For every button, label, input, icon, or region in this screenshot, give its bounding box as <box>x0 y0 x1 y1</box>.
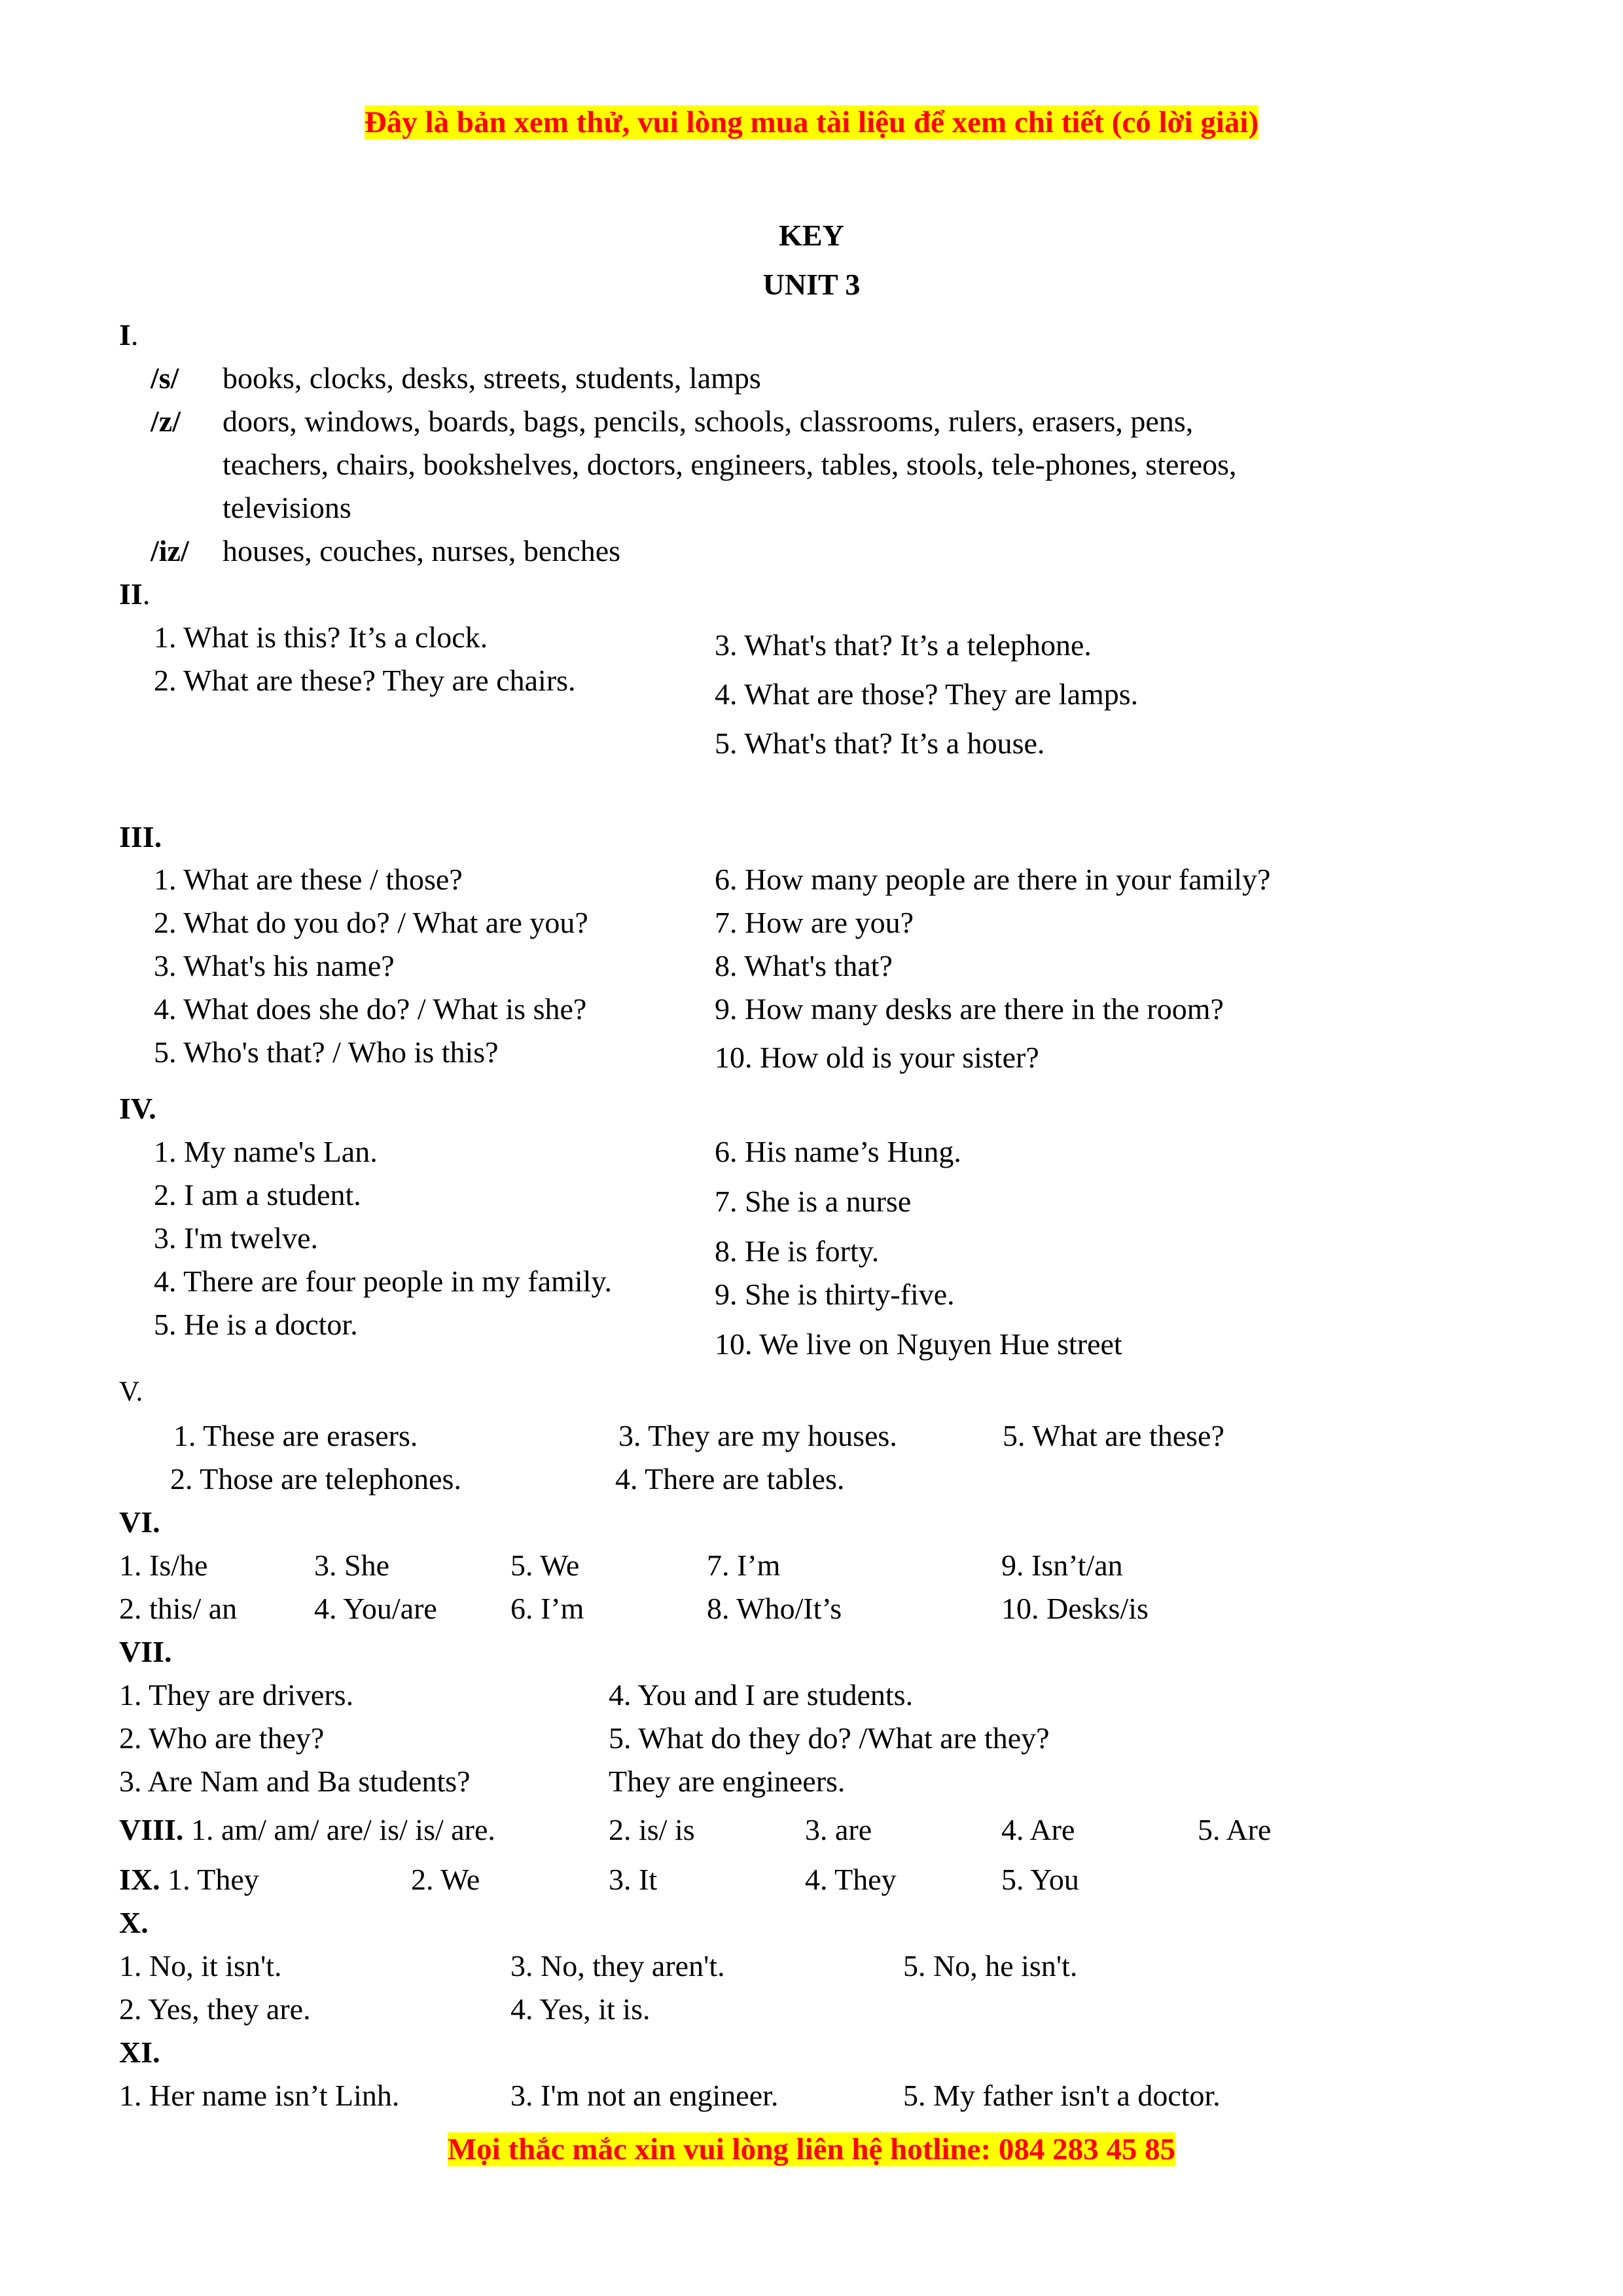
answer-item: 4. What does she do? / What is she? <box>154 992 587 1026</box>
answer-item: 4. Yes, it is. <box>510 1992 651 2026</box>
answer-item: 10. How old is your sister? <box>715 1041 1039 1074</box>
answer-item: 3. What's that? It’s a telephone. <box>715 628 1092 662</box>
section-6-label: VI. <box>119 1505 160 1539</box>
section-11-label: XI. <box>119 2036 160 2069</box>
section-2-heading <box>119 577 150 612</box>
hotline-notice <box>0 2132 1623 2167</box>
answer-item: 3. No, they aren't. <box>510 1949 725 1982</box>
word-list-line: televisions <box>223 491 351 524</box>
preview-notice-text: Đây là bản xem thử, vui lòng mua tài liệu để xem chi tiết (có lời giải) <box>364 105 1259 139</box>
answer-item: 1. What is this? It’s a clock. <box>154 620 488 654</box>
section-2-dot: . <box>142 577 151 611</box>
answer-item: 4. There are four people in my family. <box>154 1265 612 1298</box>
answer-item: 2. What do you do? / What are you? <box>154 906 588 939</box>
section-9-row <box>119 1863 259 1897</box>
answer-item: 3. I'm twelve. <box>154 1221 319 1255</box>
answer-item: 7. She is a nurse <box>715 1185 912 1218</box>
answer-item: 2. We <box>411 1863 480 1896</box>
answer-item: 5. Who's that? / Who is this? <box>154 1035 499 1069</box>
answer-item: 2. this/ an <box>119 1592 238 1625</box>
answer-item: 9. How many desks are there in the room? <box>715 992 1224 1026</box>
answer-item: 7. How are you? <box>715 906 914 939</box>
answer-item: 1. Her name isn’t Linh. <box>119 2079 400 2112</box>
answer-item: 5. No, he isn't. <box>903 1949 1078 1982</box>
key-title: KEY <box>779 219 844 252</box>
hotline-notice-text: Mọi thắc mắc xin vui lòng liên hệ hotline: 084 283 45 85 <box>447 2132 1176 2166</box>
answer-item: 1. am/ am/ are/ is/ is/ are. <box>190 1813 495 1846</box>
section-10-label: X. <box>119 1906 149 1939</box>
answer-item: 4. There are tables. <box>615 1462 845 1496</box>
answer-item: 4. They <box>805 1863 897 1896</box>
word-list-line: houses, couches, nurses, benches <box>223 534 621 567</box>
answer-item: 5. He is a doctor. <box>154 1308 358 1341</box>
answer-item: They are engineers. <box>609 1765 846 1798</box>
word-list-line: doors, windows, boards, bags, pencils, schools, classrooms, rulers, erasers, pens, <box>223 404 1194 438</box>
section-1-label: I <box>119 318 131 351</box>
section-9-label: IX. <box>119 1863 160 1896</box>
answer-item: 3. She <box>314 1549 389 1582</box>
word-list-line: books, clocks, desks, streets, students, lamps <box>223 361 761 395</box>
sound-label: /iz/ <box>151 534 189 567</box>
answer-item: 3. Are Nam and Ba students? <box>119 1765 471 1798</box>
unit-title: UNIT 3 <box>762 268 861 301</box>
answer-item: 2. Yes, they are. <box>119 1992 311 2026</box>
section-5-label: V. <box>119 1376 143 1407</box>
answer-item: 5. What are these? <box>1003 1419 1224 1452</box>
section-4-label: IV. <box>119 1092 156 1125</box>
answer-item: 10. We live on Nguyen Hue street <box>715 1327 1122 1361</box>
answer-item: 5. My father isn't a doctor. <box>903 2079 1221 2112</box>
answer-item: 1. They are drivers. <box>119 1678 354 1712</box>
answer-item: 1. These are erasers. <box>173 1419 418 1452</box>
section-8-label: VIII. <box>119 1813 184 1846</box>
section-7-label: VII. <box>119 1635 172 1668</box>
section-1-heading <box>119 318 138 353</box>
answer-item: 5. Are <box>1198 1813 1272 1846</box>
answer-item: 7. I’m <box>707 1549 781 1582</box>
answer-item: 6. I’m <box>510 1592 584 1625</box>
answer-item: 2. What are these? They are chairs. <box>154 664 576 697</box>
section-3-label: III. <box>119 820 162 853</box>
answer-item: 1. What are these / those? <box>154 863 463 896</box>
answer-item: 8. What's that? <box>715 949 893 982</box>
sound-label: /s/ <box>151 361 179 395</box>
answer-item: 8. He is forty. <box>715 1234 880 1268</box>
answer-item: 1. Is/he <box>119 1549 208 1582</box>
answer-item: 2. I am a student. <box>154 1178 361 1211</box>
answer-item: 4. Are <box>1001 1813 1075 1846</box>
preview-notice <box>0 105 1623 140</box>
answer-item: 2. is/ is <box>609 1813 695 1846</box>
answer-item: 3. What's his name? <box>154 949 395 982</box>
answer-item: 5. You <box>1001 1863 1079 1896</box>
answer-item: 4. What are those? They are lamps. <box>715 677 1139 711</box>
answer-item: 1. My name's Lan. <box>154 1135 378 1168</box>
answer-item: 6. How many people are there in your family? <box>715 863 1271 896</box>
answer-item: 9. She is thirty-five. <box>715 1278 955 1311</box>
answer-item: 2. Those are telephones. <box>170 1462 461 1496</box>
answer-item: 2. Who are they? <box>119 1721 325 1755</box>
section-1-dot: . <box>130 318 139 351</box>
section-2-label: II <box>119 577 143 611</box>
answer-item: 3. They are my houses. <box>618 1419 897 1452</box>
answer-item: 5. What do they do? /What are they? <box>609 1721 1050 1755</box>
answer-item: 10. Desks/is <box>1001 1592 1149 1625</box>
sound-label: /z/ <box>151 404 181 438</box>
answer-item: 4. You and I are students. <box>609 1678 914 1712</box>
answer-item: 5. We <box>510 1549 580 1582</box>
answer-item: 3. It <box>609 1863 658 1896</box>
answer-item: 4. You/are <box>314 1592 437 1625</box>
section-8-row <box>119 1813 495 1848</box>
answer-item: 3. I'm not an engineer. <box>510 2079 779 2112</box>
answer-item: 9. Isn’t/an <box>1001 1549 1123 1582</box>
word-list-line: teachers, chairs, bookshelves, doctors, engineers, tables, stools, tele-phones, stereos, <box>223 448 1237 481</box>
answer-item: 3. are <box>805 1813 872 1846</box>
answer-item: 1. No, it isn't. <box>119 1949 282 1982</box>
answer-item: 8. Who/It’s <box>707 1592 842 1625</box>
answer-item: 6. His name’s Hung. <box>715 1135 961 1168</box>
answer-item: 1. They <box>168 1863 259 1896</box>
answer-item: 5. What's that? It’s a house. <box>715 726 1045 760</box>
